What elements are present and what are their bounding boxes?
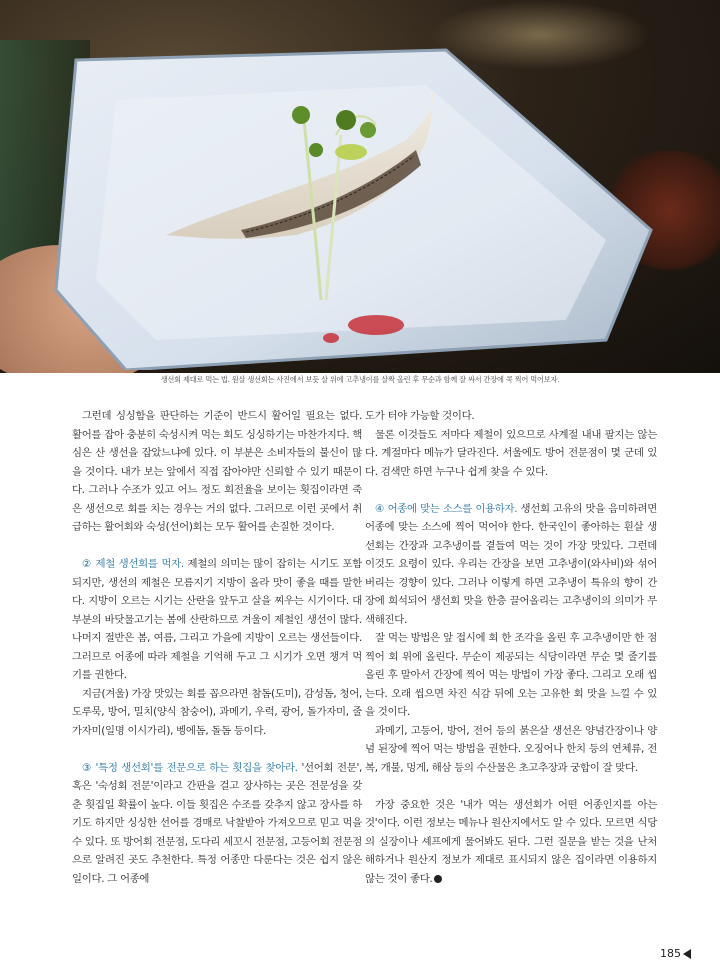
sashimi-photo: [0, 0, 720, 373]
section-4-text: 생선회 고유의 맛을 음미하려면 어종에 맞는 소스에 찍어 먹어야 한다. 한국인이 좋아하는 흰살 생선회는 간장과 고추냉이를 곁들여 먹는 것이 가장 맛있다. 그런데 이것도 요령이 있다. 우리는 간장을 보면 고추냉이(와사비)와 섞어버리는 경향이 있다. 그러나 이렇게 하면 고추냉이 특유의 향이 간장에 희석되어 생선회 맛을 한층 끌어올리는 고추냉이의 의미가 무색해진다.: [365, 502, 657, 626]
paragraph: 과메기, 고등어, 방어, 전어 등의 붉은살 생선은 양념간장이나 양념 된장에 찍어 먹는 방법을 권한다. 오징어나 한치 등의 연체류, 전복, 개불, 멍게, 해삼 등의 수산물은 초고추장과 궁합이 잘 맞다.: [365, 724, 657, 774]
photo-caption: 생선회 제대로 먹는 법. 원살 생선회는 사진에서 보듯 살 위에 고추냉이를 살짝 올린 후 무순과 함께 잘 싸서 간장에 콕 찍어 먹어보자.: [160, 375, 560, 384]
right-column: [365, 407, 657, 888]
section-2-heading: ② 제철 생선회를 먹자.: [82, 558, 184, 570]
page-arrow-icon: [683, 949, 691, 959]
section-3-text: '선어회 전문', 혹은 '숙성회 전문'이라고 간판을 걸고 장사하는 곳은 전문성을 갖춘 횟집일 확률이 높다. 이들 횟집은 수조를 갖추지 않고 장사를 하기도 하지만 싱싱한 선어를 경매로 낙찰받아 가져오므로 믿고 먹을 수 있다. 또 방어회 전문점, 도다리 세꼬시 전문점, 고등어회 전문점으로 알려진 곳도 추천한다. 특정 어종만 다룬다는 것은 쉽지 않은 일이다. 그 어종에: [72, 761, 362, 885]
section-2-text: 제철의 의미는 많이 잡히는 시기도 포함되지만, 생선의 제철은 모름지기 지방이 올라 맛이 좋을 때를 말한다. 지방이 오르는 시기는 산란을 앞두고 살을 찌우는 시기이다. 대부분의 바닷물고기는 봄에 산란하므로 겨울이 제철인 생선이 많다. 나머지 절반은 봄, 여름, 그리고 가을에 지방이 오르는 생선들이다. 그러므로 어종에 따라 제철을 기억해 두고 그 시기가 오면 챙겨 먹기를 권한다.: [72, 558, 362, 681]
page-number: [660, 947, 691, 960]
paragraph: 도가 터야 가능할 것이다.: [365, 410, 475, 422]
page-number-text: 185: [660, 947, 681, 960]
left-column: [72, 407, 362, 888]
paragraph: 잘 먹는 방법은 앞 접시에 회 한 조각을 올린 후 고추냉이만 한 점 찍어 회 위에 올린다. 무순이 제공되는 식당이라면 무순 몇 줄기를 올린 후 말아서 간장에 찍어 먹는 방법이 가장 좋다. 그리고 오래 씹는다. 오래 씹으면 차진 식감 뒤에 오는 고유한 회 맛을 느낄 수 있을 것이다.: [365, 632, 657, 718]
closing-paragraph: [365, 796, 657, 889]
section-2-paragraph: [72, 555, 362, 685]
section-4-heading: ④ 어종에 맞는 소스를 이용하자.: [375, 502, 518, 515]
end-mark-icon: [434, 875, 442, 883]
section-4-paragraph: [365, 500, 657, 630]
paragraph: 물론 이것들도 저마다 제철이 있으므로 사계절 내내 팔지는 않는다. 계절마다 메뉴가 달라진다. 서울에도 방어 전문점이 몇 군데 있다. 검색만 하면 누구나 쉽게 찾을 수 있다.: [365, 428, 657, 478]
section-3-heading: ③ '특정 생선회'를 전문으로 하는 횟집을 찾아라.: [82, 761, 298, 774]
paragraph: 그런데 싱싱함을 판단하는 기준이 반드시 활어일 필요는 없다. 활어를 잡아 충분히 숙성시켜 먹는 회도 싱싱하기는 마찬가지다. 핵심은 산 생선을 잡았느냐에 있다. 이 부분은 소비자들의 불신이 많을 것이다. 내가 보는 앞에서 직접 잡아야만 신뢰할 수 있기 때문이다. 그러나 수조가 있고 어느 정도 회전율을 보이는 횟집이라면 죽은 생선으로 회를 치는 경우는 거의 없다. 그러므로 이런 곳에서 취급하는 활어회와 숙성(선어)회는 모두 활어를 손질한 것이다.: [72, 410, 362, 533]
closing-text: 가장 중요한 것은 '내가 먹는 생선회가 어떤 어종인지를 아는 것'이다. 이런 정보는 메뉴나 원산지에서도 알 수 있다. 모르면 식당의 실장이나 셰프에게 물어봐도 된다. 그런 질문을 받는 것을 난처해하거나 원산지 정보가 제대로 표시되지 않은 집이라면 이용하지 않는 것이 좋다.: [365, 798, 657, 885]
section-3-paragraph: [72, 759, 362, 889]
paragraph: 지금(겨울) 가장 맛있는 회를 꼽으라면 참돔(도미), 감성돔, 청어, 도루묵, 방어, 밀치(양식 참숭어), 과메기, 우럭, 광어, 돌가자미, 줄가자미(일명 이시가리), 벵에돔, 돌돔 등이다.: [72, 687, 362, 737]
plate-illustration: [46, 40, 686, 370]
